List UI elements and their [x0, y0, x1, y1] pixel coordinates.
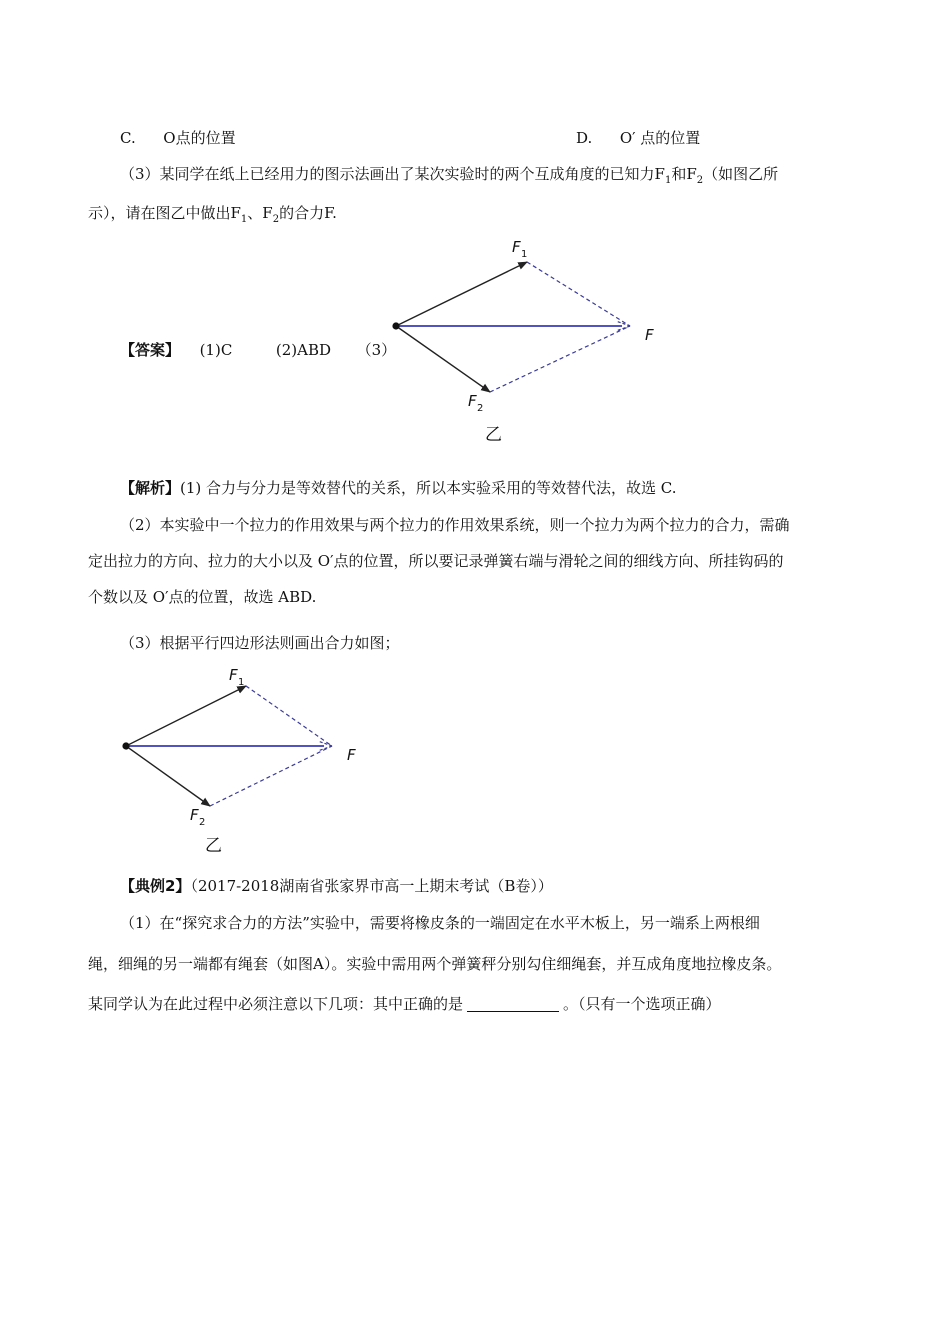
- analysis-tag: 【解析】: [120, 479, 181, 497]
- q3-text: 的合力F.: [279, 204, 337, 222]
- example2-line-1: （1）在“探究求合力的方法”实验中，需要将橡皮条的一端固定在水平木板上，另一端系上两根细: [120, 914, 760, 932]
- example2-l3-b: 。（只有一个选项正确）: [563, 995, 721, 1013]
- analysis-p2-line-2: 定出拉力的方向、拉力的大小以及 O′点的位置，所以要记录弹簧右端与滑轮之间的细线方向、所挂钩码的: [88, 552, 784, 570]
- answer-2: (2)ABD: [275, 341, 332, 359]
- option-c-text: O点的位置: [163, 129, 236, 147]
- dashed-f2-parallel: [210, 746, 332, 806]
- q3-text: （如图乙所: [703, 165, 779, 183]
- f-label: F: [347, 746, 356, 764]
- f2-subscript: 2: [199, 817, 206, 828]
- f2-label: F: [468, 392, 477, 410]
- analysis-p3: （3）根据平行四边形法则画出合力如图；: [120, 634, 400, 652]
- option-d-text: O′ 点的位置: [619, 129, 701, 147]
- analysis-p2-line-1: （2）本实验中一个拉力的作用效果与两个拉力的作用效果系统，则一个拉力为两个拉力的合力，需确: [120, 516, 790, 534]
- answer-1: (1)C: [199, 341, 233, 359]
- f1-vector: [126, 686, 246, 746]
- example2-line-3: [88, 994, 721, 1014]
- example2-l3-a: 某同学认为在此过程中必须注意以下几项：其中正确的是: [88, 995, 464, 1013]
- f1-label: F: [229, 666, 238, 684]
- diagram-caption: 乙: [485, 425, 502, 445]
- analysis-p2-line-3: 个数以及 O′点的位置，故选 ABD.: [88, 588, 317, 606]
- answer-tag: 【答案】: [120, 341, 181, 359]
- option-c-label: C.: [120, 129, 136, 147]
- dashed-f1-parallel: [246, 686, 332, 746]
- diagram-caption: 乙: [205, 836, 222, 856]
- f1-subscript: 1: [238, 677, 245, 688]
- subscript: 2: [696, 175, 704, 186]
- analysis-p1: (1) 合力与分力是等效替代的关系，所以本实验采用的等效替代法，故选 C.: [180, 479, 677, 497]
- q3-text: 示），请在图乙中做出F: [88, 204, 241, 222]
- example2-header: [120, 876, 553, 896]
- q3-text: 、F: [247, 204, 273, 222]
- answer-3: （3）: [356, 341, 397, 359]
- f1-label: F: [512, 238, 521, 256]
- answer-blank: [467, 995, 559, 1012]
- q3-text: 和F: [671, 165, 697, 183]
- f2-subscript: 2: [477, 403, 484, 414]
- subscript: 1: [664, 175, 672, 186]
- example2-source: （2017-2018湖南省张家界市高一上期末考试（B卷））: [190, 877, 553, 895]
- q3-text: （3）某同学在纸上已经用力的图示法画出了某次实验时的两个互成角度的已知力F: [120, 165, 665, 183]
- f1-subscript: 1: [521, 249, 528, 260]
- example2-tag: 【典例2】: [120, 877, 191, 895]
- f2-vector: [126, 746, 210, 806]
- subscript: 2: [272, 214, 280, 225]
- subscript: 1: [240, 214, 248, 225]
- f2-label: F: [190, 806, 199, 824]
- example2-line-2: 绳，细绳的另一端都有绳套（如图A）。实验中需用两个弹簧秤分别勾住细绳套，并互成角度地拉橡皮条。: [88, 955, 782, 973]
- f-label: F: [645, 326, 654, 344]
- option-d-label: D.: [576, 129, 593, 147]
- origin-point: [122, 742, 129, 749]
